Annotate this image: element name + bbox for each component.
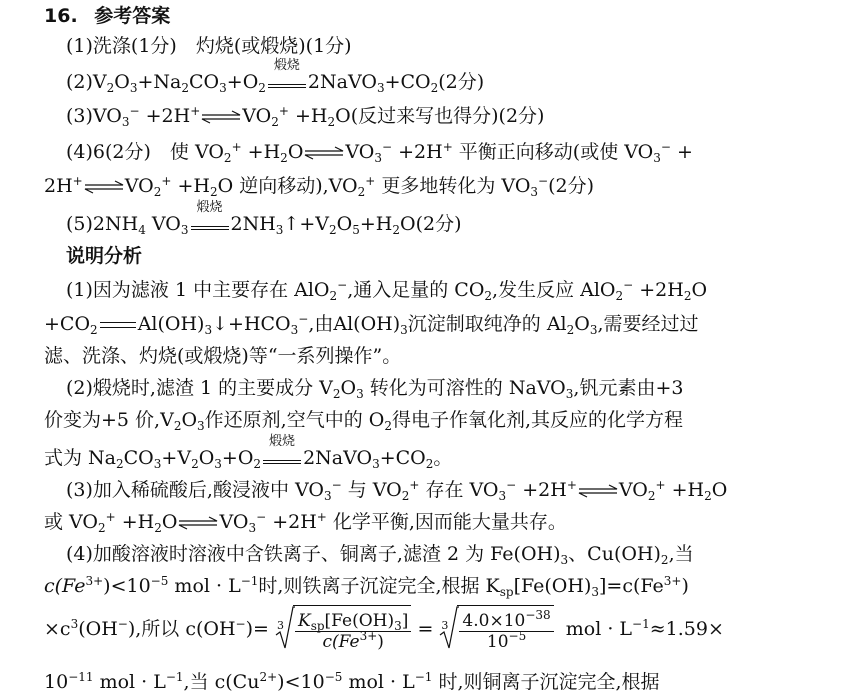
explain-p1-line-2: $+CO_2$ $Al(OH)_3↓+HCO_3^-$,由$Al(OH)_3$沉淀制取纯净的 $Al_2O_3$,需要经过过 xyxy=(44,312,699,337)
explain-p2-line-3: 式为 $Na_2CO_3+V_2O_3+O_2$ 煅烧 $2NaVO_3+CO_2$。 xyxy=(44,434,453,471)
calcine-condition: 煅烧 xyxy=(268,73,306,88)
equilibrium-arrow-icon xyxy=(177,516,219,530)
explain-p2-line-1: (2)煅烧时,滤渣 1 的主要成分 $V_2O_3$ 转化为可溶性的 NaVO$_3$,钒元素由+3 xyxy=(66,377,684,401)
answer-5: $(5)2NH_4$ $VO_3$ 煅烧 $2NH_3↑+V_2O_5+H_2O(2$分) xyxy=(66,200,462,237)
equilibrium-arrow-icon xyxy=(303,146,345,160)
calcine-condition: 煅烧 xyxy=(263,449,301,464)
explain-heading: 说明分析 xyxy=(66,245,143,267)
calcine-condition: 煅烧 xyxy=(191,215,229,230)
answer-2: $(2)V_2O_3+Na_2CO_3+O_2$ 煅烧 $2NaVO_3+CO_2(2$分) xyxy=(66,58,485,95)
equilibrium-arrow-icon xyxy=(83,180,125,194)
question-title: 参考答案 xyxy=(94,5,171,27)
equilibrium-arrow-icon xyxy=(200,110,242,124)
answer-4-line-1: (4)6(2分) 使 $VO_2^+ +H_2O$ $VO_3^- +2H^+$ 平衡正向移动(或使 $VO_3^-$ + xyxy=(66,140,693,165)
explain-p4-line-4: $10^{-11}$ mol · $L^{-1}$,当 $c(Cu^{2+})<10^{-5}$ mol · $L^{-1}$ 时,则铜离子沉淀完全,根据 xyxy=(44,670,660,693)
explain-p4-line-3: $\times c^3(OH^-)$,所以 c(OH−)= 3 $\frac{K_{sp}[Fe(OH)_3]}{c(Fe^{3+})}$ = 3 $\frac{4.0\times 10^{-38}}{10^{-5}}$ mol · $L^{-1}\approx 1.59\times$ xyxy=(44,604,724,654)
answer-4-line-2: 2H+ $VO_2^+ +H_2O$ 逆向移动)$,VO_2^+$ 更多地转化为 $VO_3^-(2$分) xyxy=(44,174,595,199)
explain-p2-line-2: 价变为+5 价$,V_2O_3$作还原剂,空气中的 $O_2$得电子作氧化剂,其反应的化学方程 xyxy=(44,409,684,433)
explain-p4-line-1: (4)加酸溶液时溶液中含铁离子、铜离子,滤渣 2 为 $Fe(OH)_3$、$Cu(OH)_2$,当 xyxy=(66,543,694,567)
answer-1: (1)洗涤(1分) 灼烧(或煅烧)(1分) xyxy=(66,35,352,57)
cube-root-expression: 3 $\frac{K_{sp}[Fe(OH)_3]}{c(Fe^{3+})}$ xyxy=(275,605,411,656)
question-number: 16. xyxy=(44,5,78,27)
explain-p3-line-1: (3)加入稀硫酸后,酸浸液中 $VO_3^-$ 与 $VO_2^+$ 存在 $VO_3^- +2H^+$ $VO_2^+ +H_2O$ xyxy=(66,478,728,503)
cube-root-expression: 3 $\frac{4.0\times 10^{-38}}{10^{-5}}$ xyxy=(439,605,553,656)
explain-p3-line-2: 或 $VO_2^+ +H_2O$ $VO_3^- +2H^+$ 化学平衡,因而能大量共存。 xyxy=(44,510,567,535)
question-heading xyxy=(44,4,170,28)
explain-p4-line-2: $c(Fe^{3+})<10^{-5}$ mol · $L^{-1}$时,则铁离子沉淀完全,根据 $K_{sp}[Fe(OH)_3]=c(Fe^{3+})$ xyxy=(44,574,689,599)
explain-p1-line-1: (1)因为滤液 1 中主要存在 AlO$_2$−,通入足量的 $CO_2$,发生反应 $AlO_2^- +2H_2O$ xyxy=(66,278,708,303)
equals-sign xyxy=(100,322,136,328)
explain-p1-line-3: 滤、洗涤、灼烧(或煅烧)等“一系列操作”。 xyxy=(44,345,402,367)
answer-3: $(3)VO_3^- +2H^+$ $VO_2^+ +H_2O$(反过来写也得分)(2分) xyxy=(66,104,545,129)
equilibrium-arrow-icon xyxy=(577,484,619,498)
